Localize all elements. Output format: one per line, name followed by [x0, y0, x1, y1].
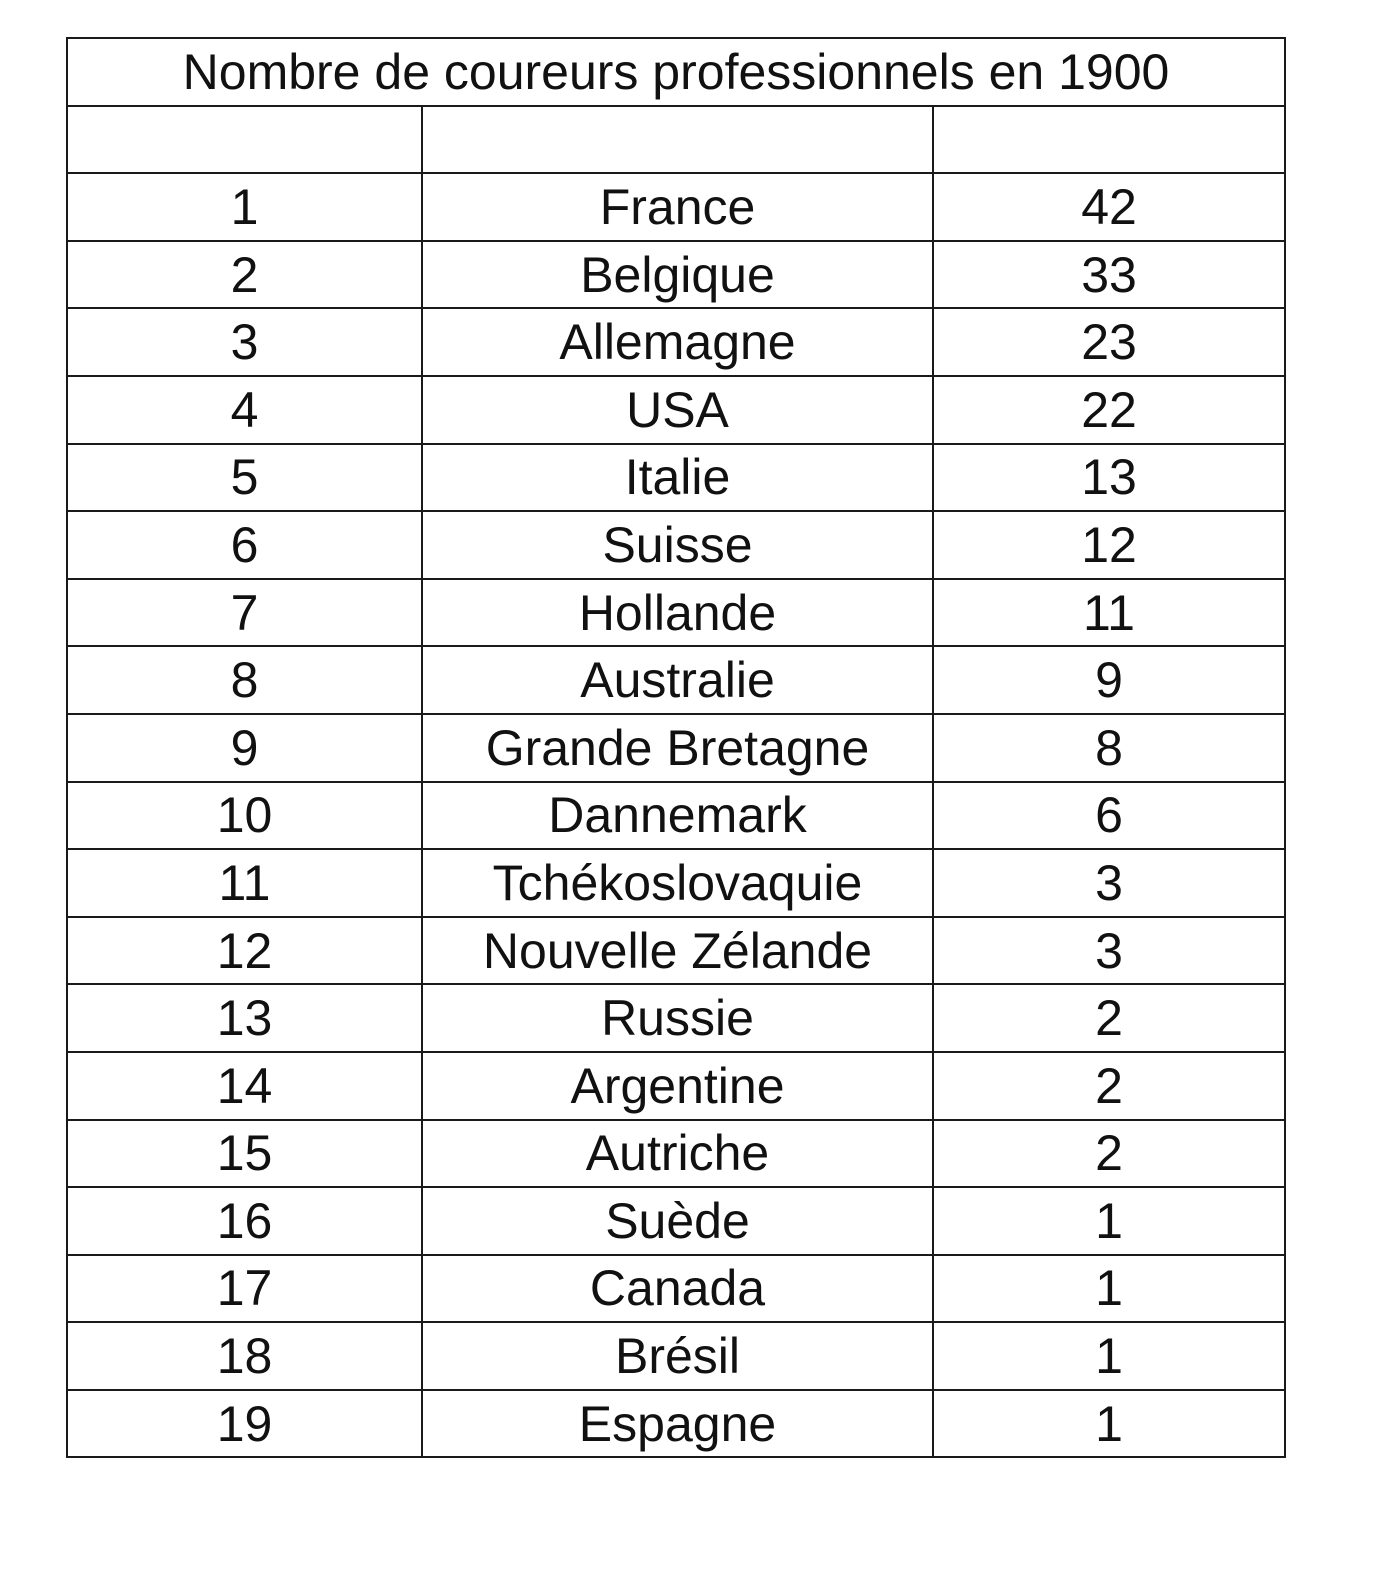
count-cell: 2: [933, 984, 1285, 1052]
count-cell: 9: [933, 646, 1285, 714]
table-row: [67, 984, 1285, 1052]
country-cell: Argentine: [422, 1052, 933, 1120]
rank-cell: 19: [67, 1390, 422, 1458]
country-cell: USA: [422, 376, 933, 444]
table-row: [67, 308, 1285, 376]
count-cell: 2: [933, 1120, 1285, 1188]
title-row: [67, 38, 1285, 106]
header-cell-rank: [67, 106, 422, 174]
table-row: [67, 714, 1285, 782]
country-cell: Italie: [422, 444, 933, 512]
rank-cell: 3: [67, 308, 422, 376]
count-cell: 33: [933, 241, 1285, 309]
count-cell: 13: [933, 444, 1285, 512]
country-cell: Belgique: [422, 241, 933, 309]
count-cell: 1: [933, 1322, 1285, 1390]
rank-cell: 14: [67, 1052, 422, 1120]
country-cell: Russie: [422, 984, 933, 1052]
table-row: [67, 511, 1285, 579]
table-row: [67, 646, 1285, 714]
country-cell: Hollande: [422, 579, 933, 647]
rank-cell: 7: [67, 579, 422, 647]
country-cell: Autriche: [422, 1120, 933, 1188]
rank-cell: 13: [67, 984, 422, 1052]
table-row: [67, 1390, 1285, 1458]
country-cell: Tchékoslovaquie: [422, 849, 933, 917]
table-row: [67, 1255, 1285, 1323]
count-cell: 1: [933, 1187, 1285, 1255]
rank-cell: 5: [67, 444, 422, 512]
country-cell: Suisse: [422, 511, 933, 579]
count-cell: 23: [933, 308, 1285, 376]
country-cell: Brésil: [422, 1322, 933, 1390]
riders-table-body: [67, 38, 1285, 1457]
count-cell: 8: [933, 714, 1285, 782]
table-title: Nombre de coureurs professionnels en 1900: [67, 38, 1285, 106]
header-cell-country: [422, 106, 933, 174]
rank-cell: 10: [67, 782, 422, 850]
rank-cell: 11: [67, 849, 422, 917]
country-cell: Espagne: [422, 1390, 933, 1458]
rank-cell: 12: [67, 917, 422, 985]
rank-cell: 17: [67, 1255, 422, 1323]
count-cell: 1: [933, 1390, 1285, 1458]
table-row: [67, 917, 1285, 985]
country-cell: Suède: [422, 1187, 933, 1255]
rank-cell: 4: [67, 376, 422, 444]
count-cell: 42: [933, 173, 1285, 241]
rank-cell: 18: [67, 1322, 422, 1390]
count-cell: 12: [933, 511, 1285, 579]
table-row: [67, 1322, 1285, 1390]
rank-cell: 2: [67, 241, 422, 309]
rank-cell: 9: [67, 714, 422, 782]
table-row: [67, 444, 1285, 512]
table-row: [67, 376, 1285, 444]
count-cell: 2: [933, 1052, 1285, 1120]
header-cell-count: [933, 106, 1285, 174]
table-row: [67, 579, 1285, 647]
country-cell: France: [422, 173, 933, 241]
rank-cell: 1: [67, 173, 422, 241]
rank-cell: 8: [67, 646, 422, 714]
count-cell: 22: [933, 376, 1285, 444]
table-row: [67, 849, 1285, 917]
rank-cell: 16: [67, 1187, 422, 1255]
table-row: [67, 1120, 1285, 1188]
riders-table: [66, 37, 1286, 1458]
rank-cell: 15: [67, 1120, 422, 1188]
country-cell: Dannemark: [422, 782, 933, 850]
table-row: [67, 1052, 1285, 1120]
count-cell: 3: [933, 849, 1285, 917]
count-cell: 3: [933, 917, 1285, 985]
country-cell: Allemagne: [422, 308, 933, 376]
count-cell: 6: [933, 782, 1285, 850]
table-row: [67, 1187, 1285, 1255]
country-cell: Australie: [422, 646, 933, 714]
header-row: [67, 106, 1285, 174]
country-cell: Canada: [422, 1255, 933, 1323]
count-cell: 11: [933, 579, 1285, 647]
table-row: [67, 241, 1285, 309]
count-cell: 1: [933, 1255, 1285, 1323]
country-cell: Grande Bretagne: [422, 714, 933, 782]
table-row: [67, 782, 1285, 850]
rank-cell: 6: [67, 511, 422, 579]
table-row: [67, 173, 1285, 241]
country-cell: Nouvelle Zélande: [422, 917, 933, 985]
